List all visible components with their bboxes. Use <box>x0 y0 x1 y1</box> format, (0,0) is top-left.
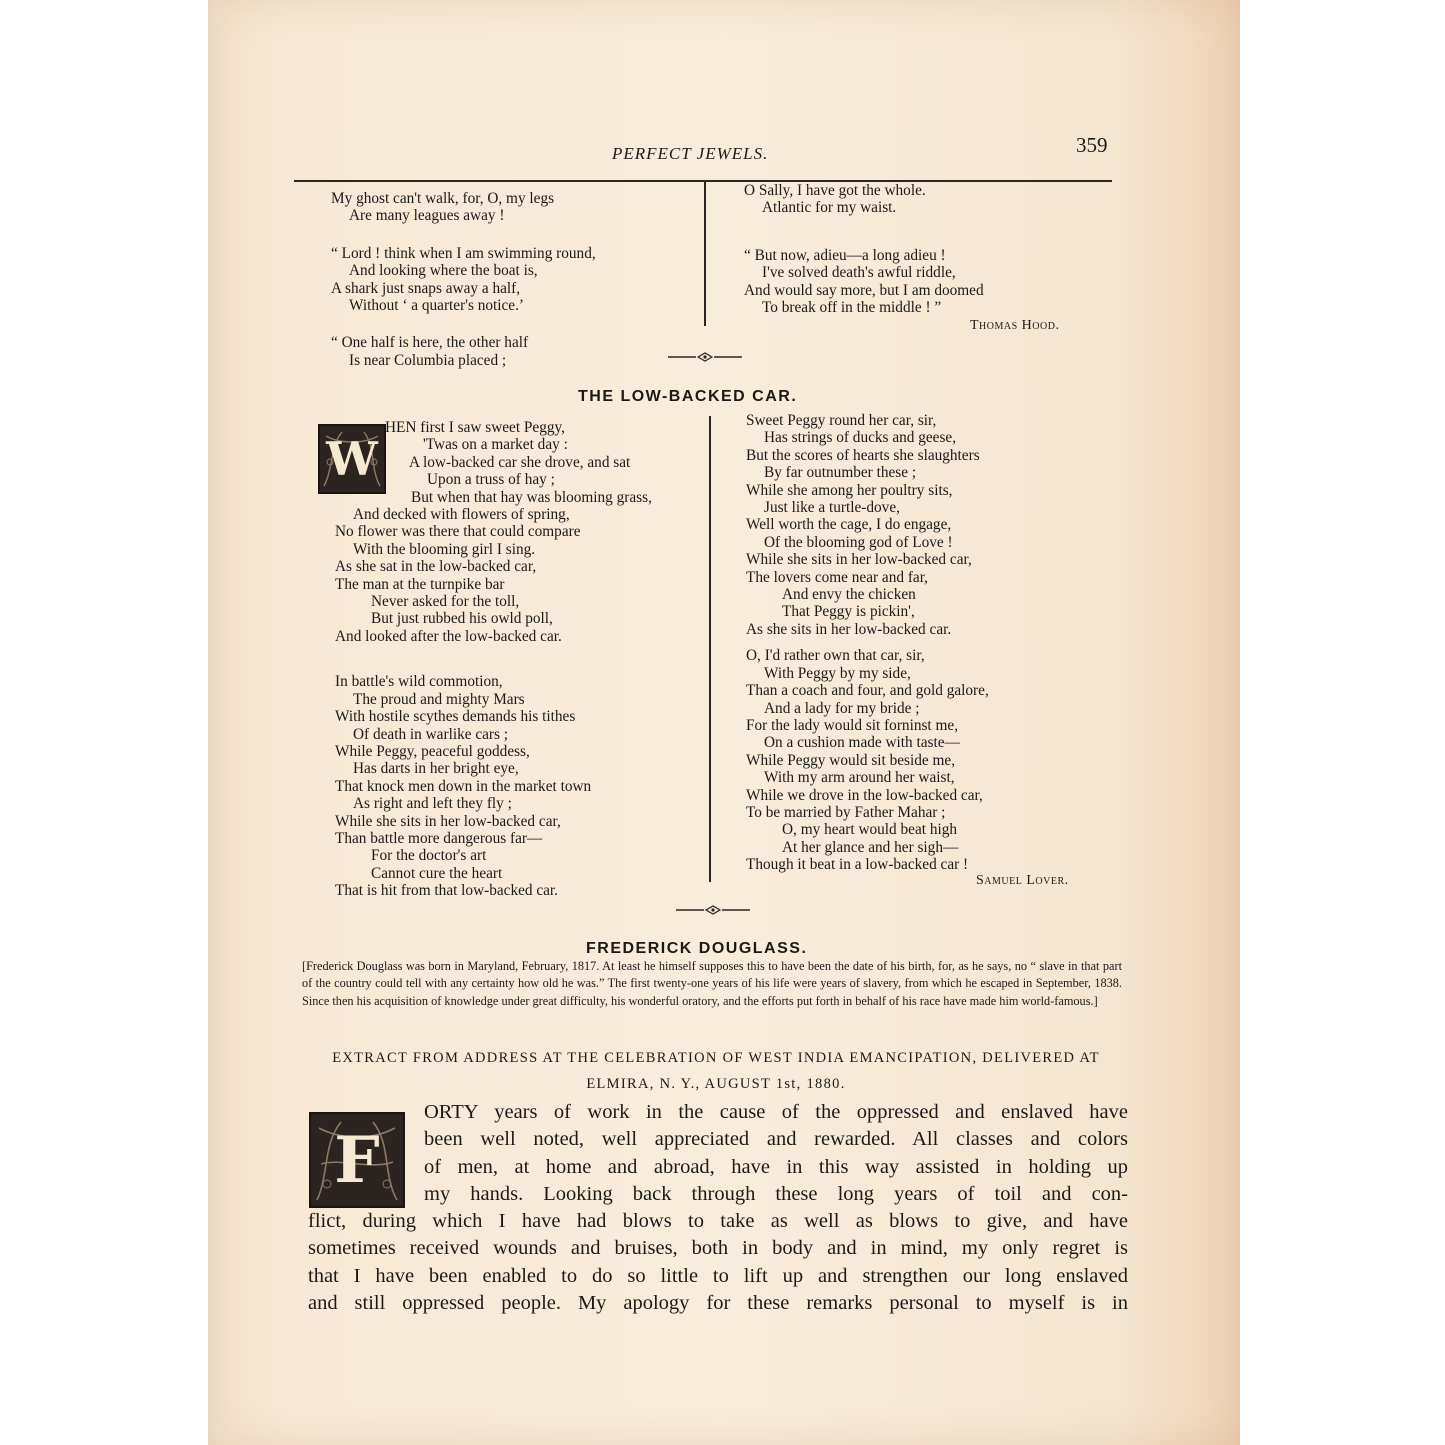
verse-line: By far outnumber these ; <box>764 464 917 482</box>
verse-line: Has darts in her bright eye, <box>353 760 519 778</box>
verse-line: While she among her poultry sits, <box>746 481 953 499</box>
verse-line: Without ‘ a quarter's notice.’ <box>349 297 525 315</box>
verse-line: While we drove in the low-backed car, <box>746 786 983 804</box>
poem1-left-column <box>331 190 596 369</box>
verse-line: With hostile scythes demands his tithes <box>335 708 576 726</box>
verse-line: Just like a turtle-dove, <box>764 499 900 517</box>
verse-line: And a lady for my bride ; <box>764 699 920 717</box>
verse-line: As she sat in the low-backed car, <box>335 558 537 576</box>
verse-line: To be married by Father Mahar ; <box>746 803 946 821</box>
verse-line: I've solved death's awful riddle, <box>762 264 956 282</box>
verse-line: Of the blooming god of Love ! <box>764 533 953 551</box>
verse-line: “ One half is here, the other half <box>331 334 529 352</box>
verse-line: “ Lord ! think when I am swimming round, <box>331 244 596 262</box>
poem1-author: Thomas Hood. <box>970 318 1060 333</box>
poem2-left-column <box>335 419 652 900</box>
running-title: PERFECT JEWELS. <box>612 144 769 163</box>
verse-line: No flower was there that could compare <box>335 523 581 541</box>
verse-line: With the blooming girl I sing. <box>353 540 536 558</box>
verse-line: Though it beat in a low-backed car ! <box>746 856 969 874</box>
verse-line: Sweet Peggy round her car, sir, <box>746 412 937 429</box>
verse-line: The man at the turnpike bar <box>335 575 505 593</box>
verse-line: Cannot cure the heart <box>371 864 503 882</box>
prose-line: sometimes received wounds and bruises, both in body and in mind, my only regret is <box>308 1237 1128 1260</box>
stanza-gap <box>746 638 989 647</box>
stanza-gap <box>335 645 652 673</box>
prose-line: ORTY years of work in the cause of the oppressed and enslaved have <box>424 1101 1128 1123</box>
verse-line: For the doctor's art <box>371 847 487 865</box>
verse-line: Is near Columbia placed ; <box>349 351 507 369</box>
prose-line: and still oppressed people. My apology for these remarks personal to myself is in <box>308 1292 1128 1315</box>
verse-line: A shark just snaps away a half, <box>331 279 521 297</box>
verse-line: As she sits in her low-backed car. <box>746 620 952 638</box>
verse-line: And would say more, but I am doomed <box>744 281 984 299</box>
prose-line: that I have been enabled to do so little to lift up and strengthen our long enslaved <box>308 1264 1128 1287</box>
verse-line: “ But now, adieu—a long adieu ! <box>744 246 946 264</box>
verse-line: And envy the chicken <box>782 586 916 604</box>
verse-line: Upon a truss of hay ; <box>427 471 555 489</box>
column-divider <box>704 180 706 326</box>
verse-line: Atlantic for my waist. <box>762 199 897 217</box>
prose-line: my hands. Looking back through these long years of toil and con- <box>424 1182 1128 1205</box>
stanza-gap <box>331 314 596 334</box>
verse-line: Well worth the cage, I do engage, <box>746 516 952 534</box>
dropcap-w <box>318 424 386 494</box>
page-number: 359 <box>1076 133 1108 157</box>
verse-line: For the lady would sit forninst me, <box>746 716 959 734</box>
verse-line: O, my heart would beat high <box>782 821 958 839</box>
verse-line: And decked with flowers of spring, <box>353 506 570 524</box>
verse-line: With my arm around her waist, <box>764 769 955 787</box>
verse-line: But just rubbed his owld poll, <box>371 610 553 628</box>
verse-line: Than a coach and four, and gold galore, <box>746 682 989 700</box>
poem2-author: Samuel Lover. <box>976 873 1069 888</box>
verse-line: As right and left they fly ; <box>353 795 512 813</box>
verse-line: 'Twas on a market day : <box>423 436 568 454</box>
verse-line: While Peggy, peaceful goddess, <box>335 742 530 760</box>
verse-line: Never asked for the toll, <box>371 593 520 611</box>
section-ornament <box>668 352 742 362</box>
verse-line: The lovers come near and far, <box>746 568 929 586</box>
verse-line: And looked after the low-backed car. <box>335 627 562 645</box>
prose-line: flict, during which I have had blows to take as well as blows to give, and have <box>308 1210 1128 1233</box>
poem2-title: THE LOW-BACKED CAR. <box>578 388 798 405</box>
verse-line: The proud and mighty Mars <box>353 690 525 708</box>
dropcap-letter: F <box>334 1122 380 1198</box>
stanza-gap <box>744 217 984 247</box>
verse-line: HEN first I saw sweet Peggy, <box>385 419 565 436</box>
verse-line: That is hit from that low-backed car. <box>335 882 559 900</box>
section-ornament <box>676 905 750 915</box>
verse-line: O Sally, I have got the whole. <box>744 182 926 199</box>
verse-line: With Peggy by my side, <box>764 664 911 682</box>
verse-line: Than battle more dangerous far— <box>335 829 543 847</box>
verse-line: But the scores of hearts she slaughters <box>746 446 980 464</box>
verse-line: And looking where the boat is, <box>349 262 538 280</box>
verse-line: That Peggy is pickin', <box>782 603 915 621</box>
dropcap-letter: W <box>326 432 378 486</box>
poem2-right-column <box>746 412 989 874</box>
extract-heading: EXTRACT FROM ADDRESS AT THE CELEBRATION OF WEST INDIA EMANCIPATION, DELIVERED AT ELMIRA, N. Y., AUGUST 1st, 1880. <box>332 1050 1100 1092</box>
verse-line: A low-backed car she drove, and sat <box>409 453 631 471</box>
verse-line: In battle's wild commotion, <box>335 673 503 691</box>
header-rule <box>294 180 1112 182</box>
prose-line: of men, at home and abroad, have in this way assisted in holding up <box>424 1155 1128 1178</box>
prose-line: been well noted, well appreciated and rewarded. All classes and colors <box>424 1128 1128 1151</box>
verse-line: But when that hay was blooming grass, <box>411 488 652 506</box>
verse-line: My ghost can't walk, for, O, my legs <box>331 190 555 207</box>
verse-line: On a cushion made with taste— <box>764 734 960 752</box>
verse-line: While Peggy would sit beside me, <box>746 751 956 769</box>
verse-line: At her glance and her sigh— <box>782 838 959 856</box>
verse-line: To break off in the middle ! ” <box>762 299 942 317</box>
verse-line: Of death in warlike cars ; <box>353 725 509 743</box>
verse-line: O, I'd rather own that car, sir, <box>746 647 925 665</box>
column-divider <box>709 416 711 882</box>
verse-line: Has strings of ducks and geese, <box>764 429 957 447</box>
address-text <box>308 1099 1128 1317</box>
verse-line: While she sits in her low-backed car, <box>335 812 561 830</box>
biographical-note: [Frederick Douglass was born in Maryland, February, 1817. At least he himself supposes this to have been the date of his birth, for, as he says, no “ slave in that part of the country could tell with any certainty how old he was.” The first twenty-one years of his life were years of slavery, from which he escaped in September, 1838. Since then his acquisition of knowledge under great difficulty, his wonderful oratory, and the efforts put forth in behalf of his race have made him world-famous.] <box>302 959 1122 1008</box>
verse-line: While she sits in her low-backed car, <box>746 551 972 569</box>
douglass-title: FREDERICK DOUGLASS. <box>586 940 808 957</box>
verse-line: Are many leagues away ! <box>349 207 505 225</box>
verse-line: That knock men down in the market town <box>335 777 592 795</box>
stanza-gap <box>331 225 596 245</box>
poem1-right-column <box>744 182 984 316</box>
